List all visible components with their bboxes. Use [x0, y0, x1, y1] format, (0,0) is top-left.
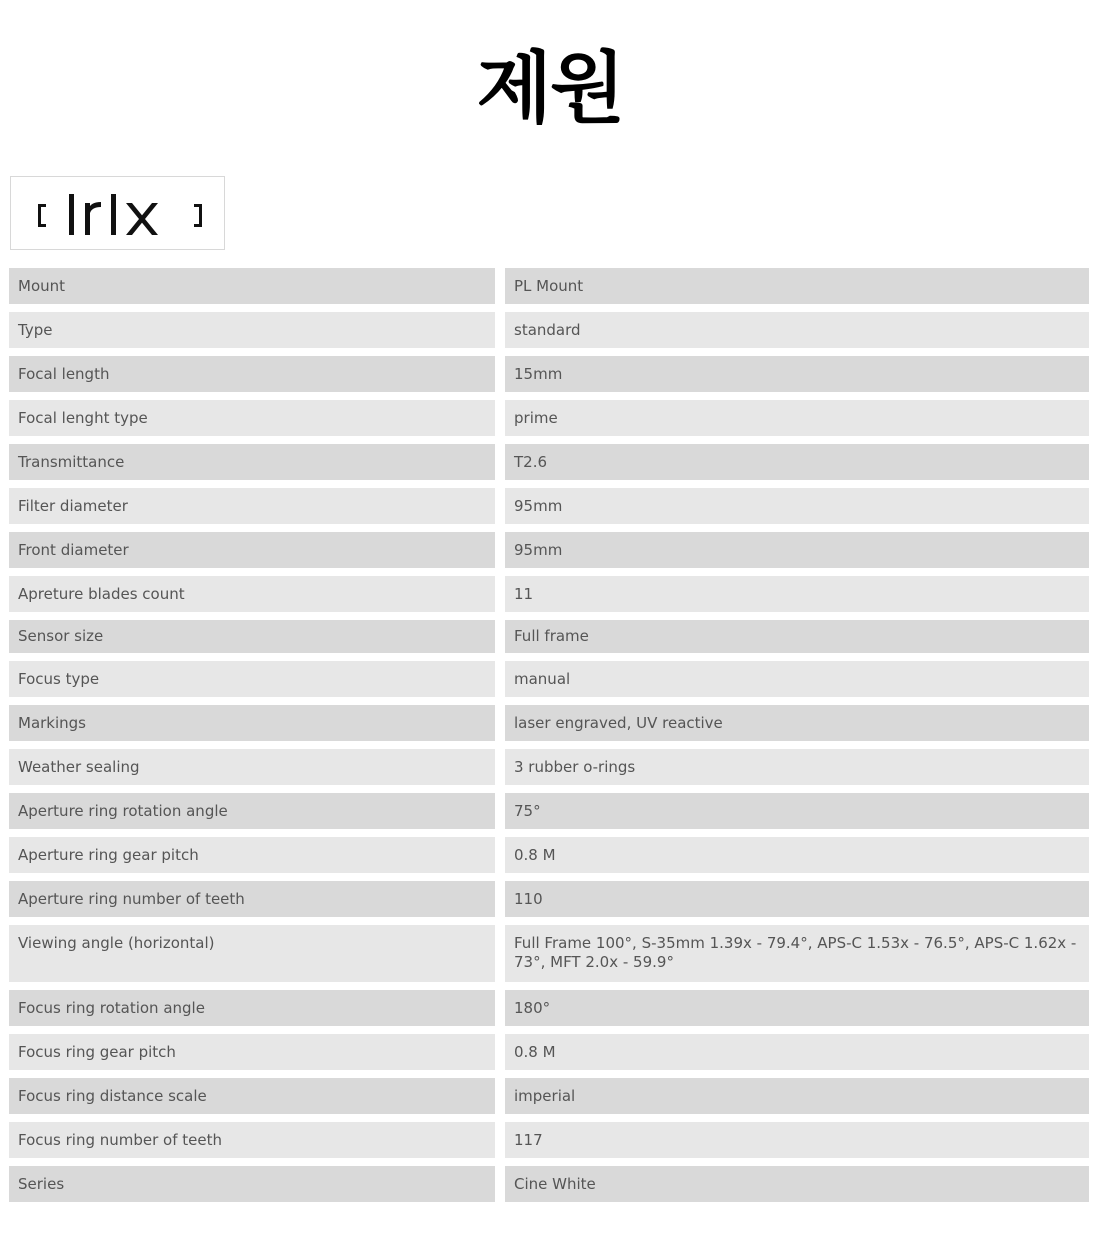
- spec-row-filter-diameter: [9, 488, 1089, 524]
- spec-value: manual: [505, 661, 1089, 697]
- spec-label: Focus ring number of teeth: [9, 1122, 495, 1158]
- spec-label: Focus ring distance scale: [9, 1078, 495, 1114]
- spec-row-focus-type: [9, 661, 1089, 697]
- spec-label: Focus type: [9, 661, 495, 697]
- spec-label: Apreture blades count: [9, 576, 495, 612]
- irix-logo-icon: [11, 177, 226, 251]
- spec-value: T2.6: [505, 444, 1089, 480]
- spec-row-type: [9, 312, 1089, 348]
- spec-label: Series: [9, 1166, 495, 1202]
- spec-label: Aperture ring number of teeth: [9, 881, 495, 917]
- spec-value: Cine White: [505, 1166, 1089, 1202]
- spec-value: 0.8 M: [505, 837, 1089, 873]
- spec-value: 117: [505, 1122, 1089, 1158]
- spec-label: Focus ring rotation angle: [9, 990, 495, 1026]
- spec-label: Weather sealing: [9, 749, 495, 785]
- spec-value: Full frame: [505, 620, 1089, 653]
- spec-value: 95mm: [505, 488, 1089, 524]
- spec-value: prime: [505, 400, 1089, 436]
- spec-label: Markings: [9, 705, 495, 741]
- spec-label: Front diameter: [9, 532, 495, 568]
- spec-label: Transmittance: [9, 444, 495, 480]
- spec-row-aperture-ring-teeth: [9, 881, 1089, 917]
- spec-label: Focal lenght type: [9, 400, 495, 436]
- spec-value: 3 rubber o-rings: [505, 749, 1089, 785]
- spec-row-series: [9, 1166, 1089, 1202]
- spec-row-sensor-size: [9, 620, 1089, 653]
- spec-row-focus-ring-distance-scale: [9, 1078, 1089, 1114]
- spec-value: 0.8 M: [505, 1034, 1089, 1070]
- spec-row-weather-sealing: [9, 749, 1089, 785]
- spec-row-focus-ring-teeth: [9, 1122, 1089, 1158]
- spec-value: 15mm: [505, 356, 1089, 392]
- spec-row-front-diameter: [9, 532, 1089, 568]
- spec-label: Mount: [9, 268, 495, 304]
- spec-value: 75°: [505, 793, 1089, 829]
- spec-label: Filter diameter: [9, 488, 495, 524]
- specs-table: [9, 268, 1089, 1210]
- spec-label: Sensor size: [9, 620, 495, 653]
- spec-row-markings: [9, 705, 1089, 741]
- spec-label: Aperture ring rotation angle: [9, 793, 495, 829]
- spec-row-viewing-angle: [9, 925, 1089, 982]
- spec-row-focal-length: [9, 356, 1089, 392]
- spec-row-aperture-ring-rotation: [9, 793, 1089, 829]
- brand-logo: [10, 176, 225, 250]
- spec-label: Viewing angle (horizontal): [9, 925, 495, 982]
- spec-label: Focal length: [9, 356, 495, 392]
- spec-value: 11: [505, 576, 1089, 612]
- spec-value: Full Frame 100°, S-35mm 1.39x - 79.4°, APS-C 1.53x - 76.5°, APS-C 1.62x - 73°, MFT 2.0x - 59.9°: [505, 925, 1089, 982]
- spec-label: Focus ring gear pitch: [9, 1034, 495, 1070]
- spec-row-focal-length-type: [9, 400, 1089, 436]
- spec-row-aperture-ring-gear-pitch: [9, 837, 1089, 873]
- spec-label: Type: [9, 312, 495, 348]
- spec-value: laser engraved, UV reactive: [505, 705, 1089, 741]
- spec-value: 95mm: [505, 532, 1089, 568]
- spec-value: 180°: [505, 990, 1089, 1026]
- spec-value: imperial: [505, 1078, 1089, 1114]
- spec-value: 110: [505, 881, 1089, 917]
- spec-row-focus-ring-rotation: [9, 990, 1089, 1026]
- spec-row-mount: [9, 268, 1089, 304]
- spec-row-aperture-blades: [9, 576, 1089, 612]
- spec-label: Aperture ring gear pitch: [9, 837, 495, 873]
- spec-row-focus-ring-gear-pitch: [9, 1034, 1089, 1070]
- spec-row-transmittance: [9, 444, 1089, 480]
- spec-value: PL Mount: [505, 268, 1089, 304]
- page-title: 제원: [476, 44, 624, 134]
- spec-value: standard: [505, 312, 1089, 348]
